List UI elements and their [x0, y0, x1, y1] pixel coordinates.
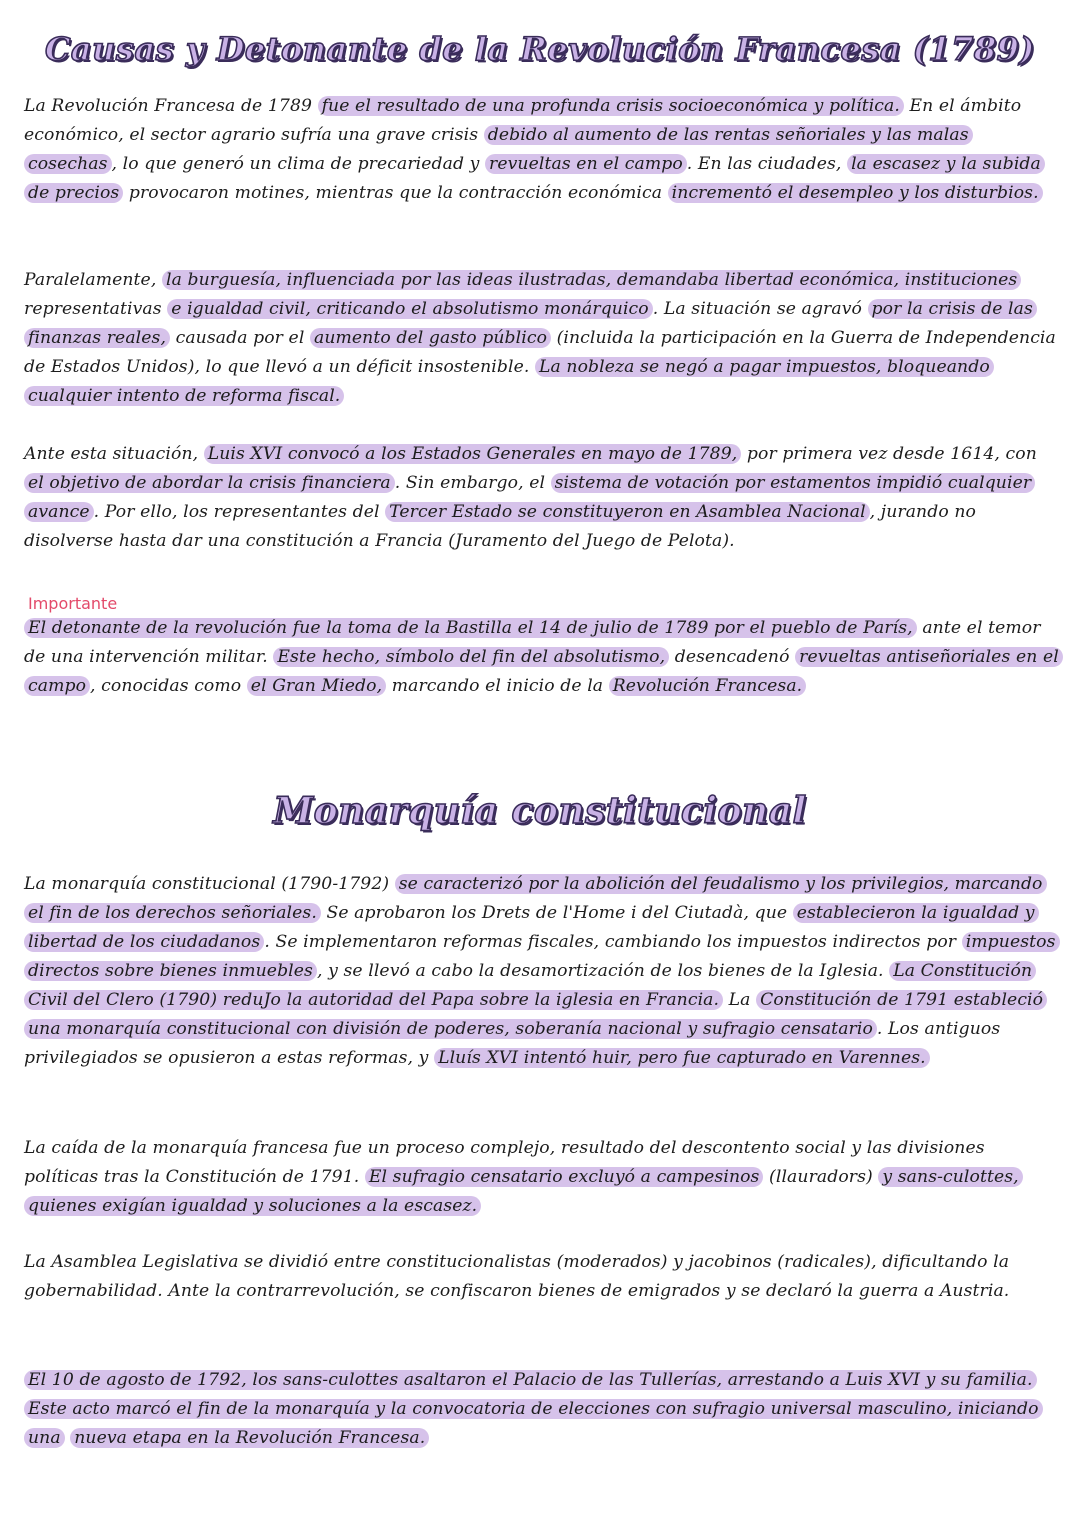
section1-title: Causas y Detonante de la Revolución Francesa (1789)	[44, 30, 1036, 68]
text-segment: La caída de la monarquía francesa fue un proceso complejo, resultado del descontento social y las divisiones políticas tras la Constitución de 1791.	[24, 1138, 985, 1187]
highlighted-text: Este hecho, símbolo del fin del absolutismo,	[273, 647, 669, 667]
highlighted-text: El detonante de la revolución fue la toma de la Bastilla el 14 de julio de 1789 por el pueblo de París,	[24, 618, 917, 638]
text-segment: Paralelamente,	[24, 270, 162, 290]
important-label: Importante	[28, 594, 118, 613]
text-segment: La Asamblea Legislativa se dividió entre constitucionalistas (moderados) y jacobinos (radicales), dificultando la gobernabilidad. Ante la contrarrevolución, se confiscaron bienes de emigrados y se declaró la guerra a Austria.	[24, 1252, 1010, 1301]
text-segment: marcando el inicio de la	[386, 676, 609, 696]
text-segment: ante el temor de una intervención militar.	[24, 618, 1041, 667]
highlighted-text: aumento del gasto público	[310, 328, 551, 348]
highlighted-text: Revolución Francesa.	[609, 676, 807, 696]
highlighted-text: e igualdad civil, criticando el absolutismo monárquico	[167, 299, 653, 319]
text-segment: . La situación se agravó	[652, 299, 868, 319]
text-segment: Ante esta situación,	[24, 444, 204, 464]
highlighted-text: El sufragio censatario excluyó a campesinos	[365, 1167, 764, 1187]
highlighted-text: Constitución de 1791 estableció una monarquía constitucional con división de poderes, soberanía nacional y sufragio censatario	[24, 990, 1047, 1039]
highlighted-text: nueva etapa en la Revolución Francesa.	[70, 1428, 429, 1448]
highlighted-text: la escasez y la subida de precios	[24, 154, 1045, 203]
text-segment: causada por el	[170, 328, 310, 348]
text-segment: La	[723, 990, 757, 1010]
section2-title: Monarquía constitucional	[273, 790, 807, 832]
section2-paragraph-3	[24, 1248, 1060, 1306]
text-segment: (incluida la participación en la Guerra de Independencia de Estados Unidos), lo que llevó a un déficit insostenible.	[24, 328, 1056, 377]
highlighted-text: revueltas antiseñoriales en el campo	[24, 647, 1063, 696]
highlighted-text: incrementó el desempleo y los disturbios.	[668, 183, 1043, 203]
text-segment: , y se llevó a cabo la desamortización de los bienes de la Iglesia.	[316, 961, 890, 981]
text-segment: por primera vez desde 1614, con	[741, 444, 1037, 464]
highlighted-text: revueltas en el campo	[485, 154, 687, 174]
text-segment: En el ámbito económico, el sector agrario sufría una grave crisis	[24, 96, 1022, 145]
highlighted-text: debido al aumento de las rentas señoriales y las malas cosechas	[24, 125, 973, 174]
highlighted-text: Tercer Estado se constituyeron en Asamblea Nacional	[385, 502, 870, 522]
text-segment: . Sin embargo, el	[394, 473, 551, 493]
text-segment: representativas	[24, 299, 168, 319]
text-segment: . Por ello, los representantes del	[93, 502, 386, 522]
highlighted-text: El 10 de agosto de 1792, los sans-culottes asaltaron el Palacio de las Tullerías, arrestando a Luis XVI y su familia. Este acto marcó el fin de la monarquía y la convocatoria de elecciones con sufragio universal masculino, iniciando una	[24, 1370, 1043, 1448]
text-segment: , conocidas como	[90, 676, 247, 696]
text-segment: . Los antiguos privilegiados se opusieron a estas reformas, y	[24, 1019, 1001, 1068]
section2-paragraph-2	[24, 1134, 1060, 1221]
highlighted-text: La nobleza se negó a pagar impuestos, bloqueando cualquier intento de reforma fiscal.	[24, 357, 994, 406]
text-segment: , jurando no disolverse hasta dar una constitución a Francia (Juramento del Juego de Pelota).	[24, 502, 976, 551]
highlighted-text: fue el resultado de una profunda crisis socioeconómica y política.	[318, 96, 904, 116]
text-segment: . Se implementaron reformas fiscales, cambiando los impuestos indirectos por	[264, 932, 962, 952]
highlighted-text: por la crisis de las finanzas reales,	[24, 299, 1037, 348]
highlighted-text: se caracterizó por la abolición del feudalismo y los privilegios, marcando el fin de los derechos señoriales.	[24, 874, 1047, 923]
text-segment: (llauradors)	[763, 1167, 879, 1187]
highlighted-text: impuestos directos sobre bienes inmuebles	[24, 932, 1060, 981]
section1-paragraph-1	[24, 92, 1060, 208]
highlighted-text: y sans-culottes, quienes exigían igualdad y soluciones a la escasez.	[24, 1167, 1023, 1216]
highlighted-text: La Constitución Civil del Clero (1790) reduJo la autoridad del Papa sobre la iglesia en Francia.	[24, 961, 1036, 1010]
text-segment: . En las ciudades,	[686, 154, 848, 174]
text-segment: La Revolución Francesa de 1789	[24, 96, 318, 116]
section1-paragraph-3	[24, 440, 1060, 556]
section1-paragraph-4	[24, 614, 1060, 701]
text-segment: Se aprobaron los Drets de l'Home i del Ciutadà, que	[320, 903, 793, 923]
highlighted-text: Luis XVI convocó a los Estados Generales en mayo de 1789,	[204, 444, 742, 464]
highlighted-text: sistema de votación por estamentos impidió cualquier avance	[24, 473, 1035, 522]
highlighted-text: la burguesía, influenciada por las ideas ilustradas, demandaba libertad económica, instituciones	[162, 270, 1021, 290]
highlighted-text: el Gran Miedo,	[247, 676, 386, 696]
highlighted-text: el objetivo de abordar la crisis financiera	[24, 473, 395, 493]
highlighted-text: Lluís XVI intentó huir, pero fue capturado en Varennes.	[434, 1048, 930, 1068]
section1-paragraph-2	[24, 266, 1060, 411]
text-segment: provocaron motines, mientras que la contracción económica	[123, 183, 668, 203]
text-segment: desencadenó	[669, 647, 796, 667]
section2-paragraph-4	[24, 1366, 1060, 1453]
highlighted-text: establecieron la igualdad y libertad de los ciudadanos	[24, 903, 1039, 952]
text-segment: , lo que generó un clima de precariedad y	[111, 154, 486, 174]
text-segment: La monarquía constitucional (1790-1792)	[24, 874, 395, 894]
section2-paragraph-1	[24, 870, 1060, 1073]
